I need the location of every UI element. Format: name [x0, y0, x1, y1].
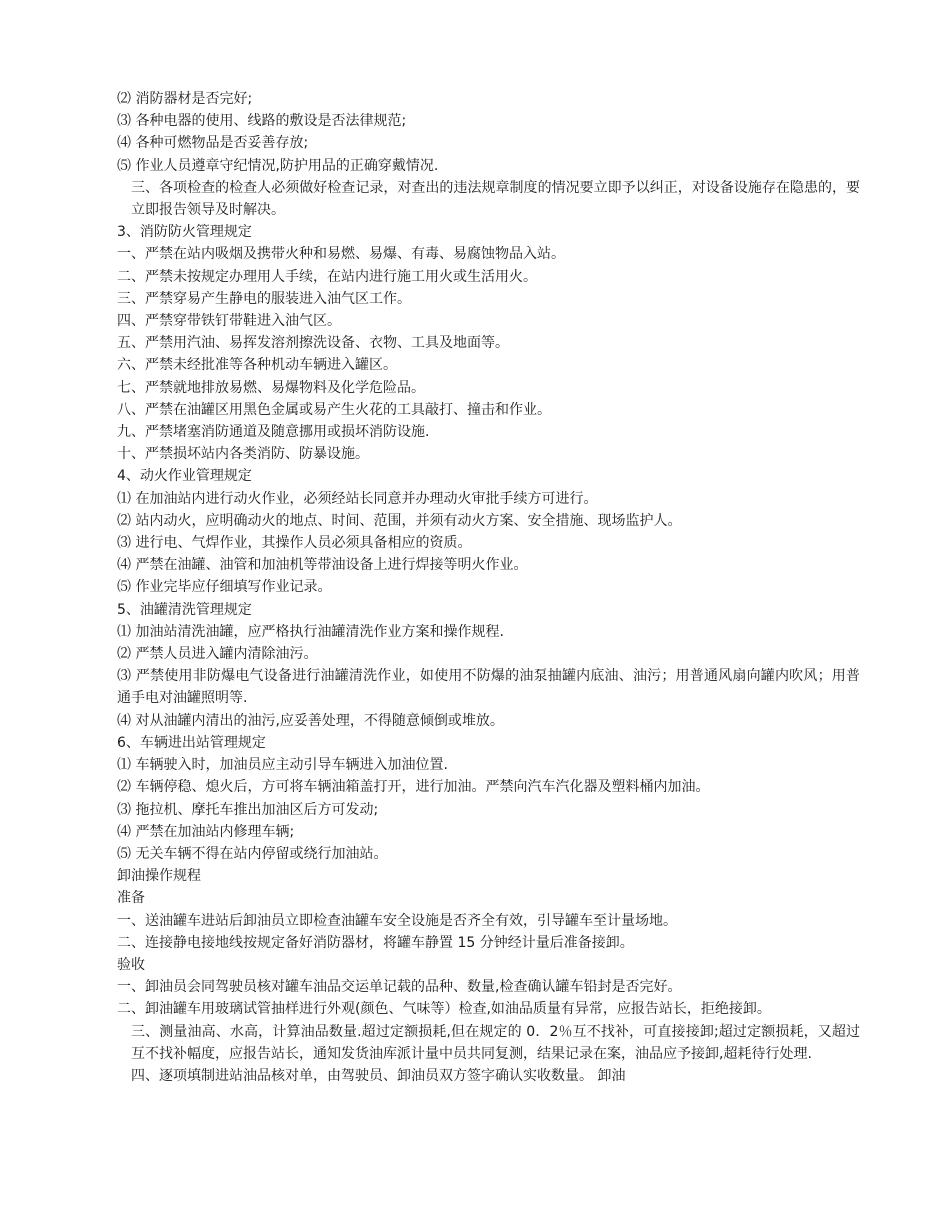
document-body [88, 88, 860, 1087]
text-line: 六、严禁未经批准等各种机动车辆进入罐区。 [117, 357, 397, 374]
text-line: 准备 [117, 890, 145, 907]
text-line: 一、卸油员会同驾驶员核对罐车油品交运单记载的品种、数量,检查确认罐车铅封是否完好。 [117, 979, 682, 996]
text-line: ⑵ 严禁人员进入罐内清除油污。 [117, 646, 318, 663]
text-line: ⑵ 站内动火，应明确动火的地点、时间、范围，并须有动火方案、安全措施、现场监护人。 [117, 512, 682, 529]
text-line: 二、连接静电接地线按规定备好消防器材，将罐车静置 15 分钟经计量后准备接卸。 [117, 934, 634, 951]
text-line: ⑵ 消防器材是否完好; [117, 91, 253, 107]
text-line: ⑷ 各种可燃物品是否妥善存放; [117, 135, 309, 152]
text-line: ⑷ 严禁在加油站内修理车辆; [117, 823, 295, 840]
text-line: ⑶ 进行电、气焊作业，其操作人员必须具备相应的资质。 [117, 535, 472, 552]
text-line: 3、消防防火管理规定 [117, 224, 252, 241]
text-line: 九、严禁堵塞消防通道及随意挪用或损坏消防设施. [117, 424, 430, 441]
text-line: 验收 [117, 956, 145, 973]
text-line: 二、卸油罐车用玻璃试管抽样进行外观(颜色、气味等）检查,如油品质量有异常，应报告站长，拒绝接卸。 [117, 1001, 771, 1018]
text-line: ⑴ 加油站清洗油罐，应严格执行油罐清洗作业方案和操作规程. [117, 623, 504, 640]
text-line: ⑴ 在加油站内进行动火作业，必须经站长同意并办理动火审批手续方可进行。 [117, 490, 598, 507]
text-line: ⑵ 车辆停稳、熄火后，方可将车辆油箱盖打开，进行加油。严禁向汽车汽化器及塑料桶内加油。 [117, 779, 710, 796]
text-line: 八、严禁在油罐区用黑色金属或易产生火花的工具敲打、撞击和作业。 [117, 401, 551, 418]
text-line: 三、各项检查的检查人必须做好检查记录，对查出的违法规章制度的情况要立即予以纠正，对设备设施存在隐患的，要立即报告领导及时解决。 [131, 179, 860, 219]
text-line: ⑶ 拖拉机、摩托车推出加油区后方可发动; [117, 801, 379, 818]
text-line: ⑷ 对从油罐内清出的油污,应妥善处理，不得随意倾倒或堆放。 [117, 712, 504, 729]
text-line: 4、动火作业管理规定 [117, 468, 252, 485]
text-line: 三、严禁穿易产生静电的服装进入油气区工作。 [117, 290, 411, 307]
text-line: 一、严禁在站内吸烟及携带火种和易燃、易爆、有毒、易腐蚀物品入站。 [117, 246, 565, 263]
text-line: 卸油操作规程 [117, 868, 201, 885]
text-line: 四、逐项填制进站油品核对单，由驾驶员、卸油员双方签字确认实收数量。 卸油 [131, 1067, 626, 1084]
text-line: ⑶ 严禁使用非防爆电气设备进行油罐清洗作业，如使用不防爆的油泵抽罐内底油、油污；用普通风扇向罐内吹风；用普通手电对油罐照明等. [117, 668, 860, 707]
text-line: 二、严禁未按规定办理用人手续，在站内进行施工用火或生活用火。 [117, 268, 537, 285]
text-line: ⑸ 无关车辆不得在站内停留或绕行加油站。 [117, 845, 388, 862]
text-line: ⑴ 车辆驶入时，加油员应主动引导车辆进入加油位置. [117, 757, 448, 774]
text-line: 四、严禁穿带铁钉带鞋进入油气区。 [117, 313, 341, 330]
text-line: ⑸ 作业完毕应仔细填写作业记录。 [117, 579, 332, 596]
text-line: ⑶ 各种电器的使用、线路的敷设是否法律规范; [117, 113, 407, 130]
text-line: 七、严禁就地排放易燃、易爆物料及化学危险品。 [117, 379, 425, 396]
text-line: 一、送油罐车进站后卸油员立即检查油罐车安全设施是否齐全有效，引导罐车至计量场地。 [117, 912, 677, 929]
text-line: 5、油罐清洗管理规定 [117, 601, 252, 618]
text-line: ⑷ 严禁在油罐、油管和加油机等带油设备上进行焊接等明火作业。 [117, 557, 528, 574]
text-line: 十、严禁损坏站内各类消防、防暴设施。 [117, 446, 369, 463]
text-line: 6、车辆进出站管理规定 [117, 734, 266, 751]
text-line: ⑸ 作业人员遵章守纪情况,防护用品的正确穿戴情况. [117, 157, 439, 174]
text-line: 三、测量油高、水高，计算油品数量.超过定额损耗,但在规定的 0．2％互不找补，可直接接卸;超过定额损耗，又超过互不找补幅度，应报告站长，通知发货油库派计量中员共同复测，结果记录在案，油品应予接卸,超耗待行处理. [131, 1023, 860, 1062]
text-line: 五、严禁用汽油、易挥发溶剂擦洗设备、衣物、工具及地面等。 [117, 335, 509, 352]
